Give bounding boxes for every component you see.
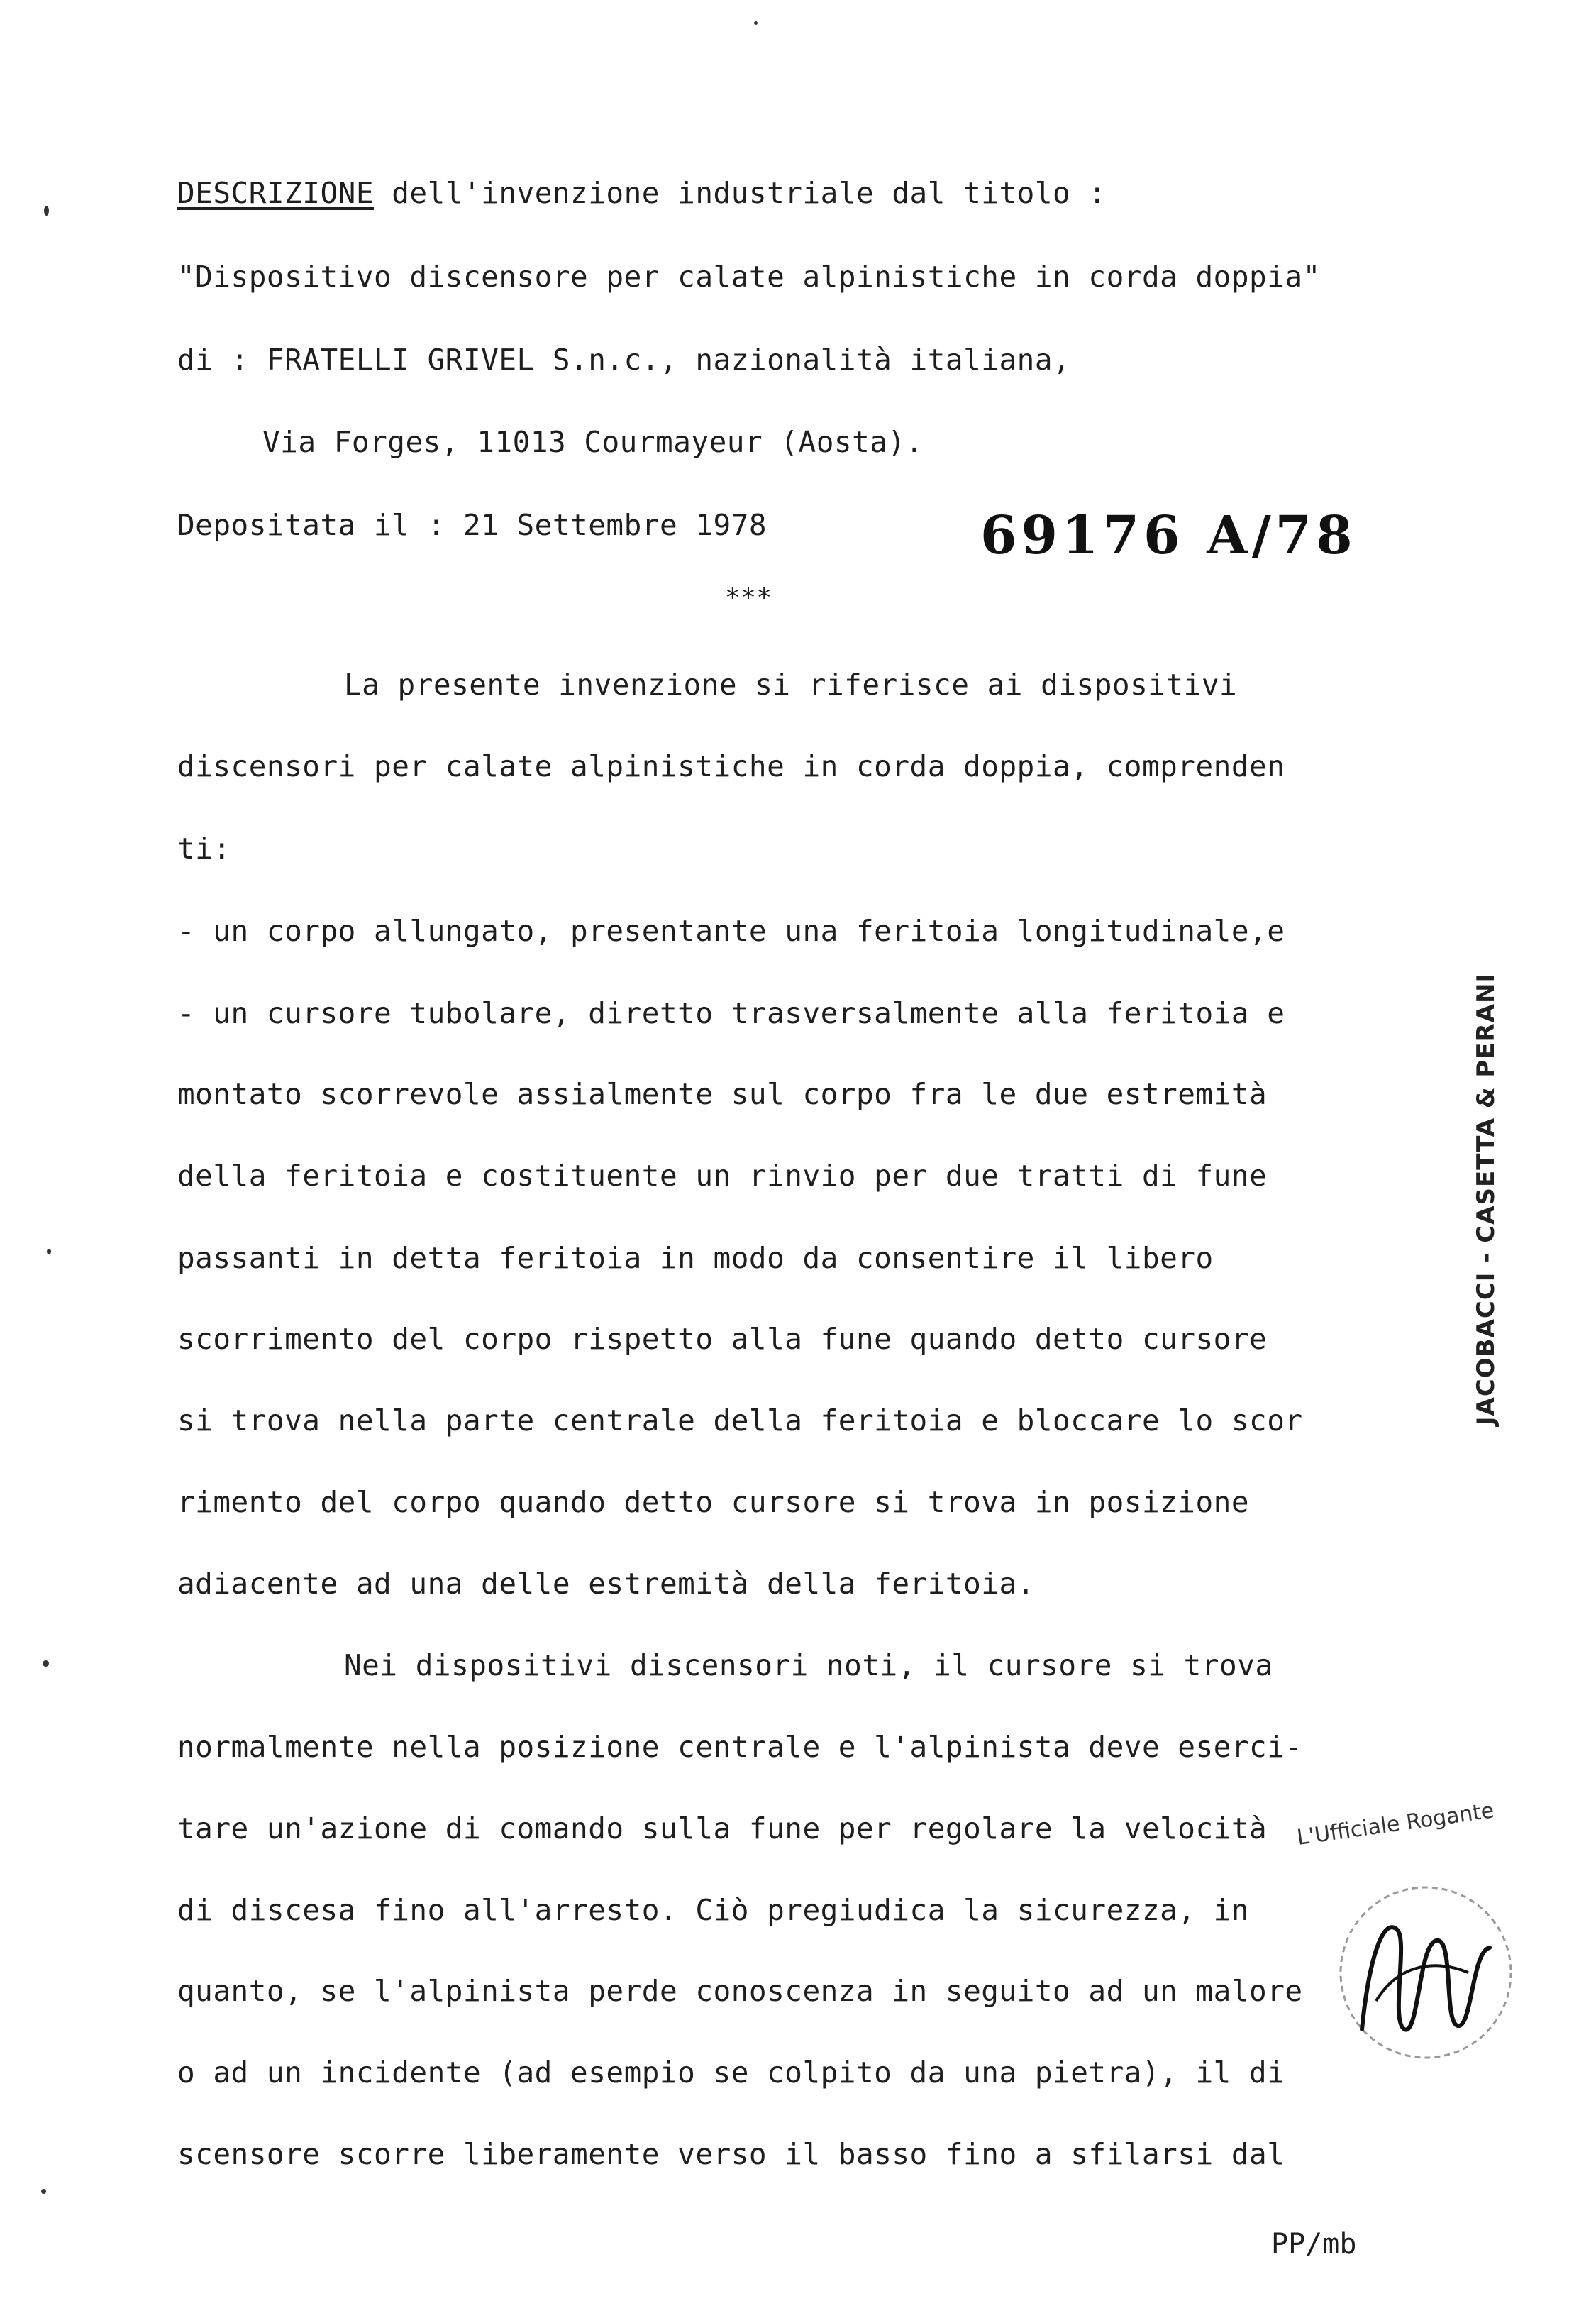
applicant-line: di : FRATELLI GRIVEL S.n.c., nazionalità italiana, bbox=[177, 343, 1071, 377]
body-line: scensore scorre liberamente verso il basso fino a sfilarsi dal bbox=[177, 2137, 1285, 2171]
address-line: Via Forges, 11013 Courmayeur (Aosta). bbox=[262, 425, 924, 459]
margin-mark bbox=[43, 1660, 49, 1667]
invention-title: "Dispositivo discensore per calate alpinistiche in corda doppia" bbox=[177, 260, 1321, 294]
body-line: quanto, se l'alpinista perde conoscenza in seguito ad un malore bbox=[177, 1974, 1303, 2008]
official-seal bbox=[1284, 1788, 1539, 2072]
description-heading bbox=[177, 175, 1107, 211]
body-line: o ad un incidente (ad esempio se colpito da una pietra), il di bbox=[177, 2056, 1285, 2090]
body-line: discensori per calate alpinistiche in corda doppia, comprenden bbox=[177, 749, 1285, 783]
body-line: Nei dispositivi discensori noti, il cursore si trova bbox=[344, 1648, 1273, 1682]
body-line: adiacente ad una delle estremità della feritoia. bbox=[177, 1567, 1035, 1601]
margin-mark bbox=[44, 206, 49, 216]
body-line: - un corpo allungato, presentante una feritoia longitudinale,e bbox=[177, 914, 1285, 948]
description-label: DESCRIZIONE bbox=[177, 176, 375, 210]
body-line: La presente invenzione si riferisce ai dispositivi bbox=[344, 668, 1238, 702]
description-heading-rest: dell'invenzione industriale dal titolo : bbox=[374, 176, 1107, 210]
separator: *** bbox=[725, 583, 772, 612]
footer-initials: PP/mb bbox=[1271, 2228, 1357, 2261]
margin-mark bbox=[754, 21, 758, 25]
seal-signature-icon bbox=[1284, 1788, 1539, 2072]
body-line: rimento del corpo quando detto cursore si trova in posizione bbox=[177, 1485, 1250, 1519]
body-line: scorrimento del corpo rispetto alla fune quando detto cursore bbox=[177, 1322, 1268, 1356]
body-line: montato scorrevole assialmente sul corpo fra le due estremità bbox=[177, 1077, 1268, 1111]
body-line: normalmente nella posizione centrale e l'alpinista deve eserci- bbox=[177, 1730, 1303, 1764]
margin-mark bbox=[41, 2189, 46, 2194]
body-line: della feritoia e costituente un rinvio per due tratti di fune bbox=[177, 1159, 1268, 1193]
body-line: di discesa fino all'arresto. Ciò pregiudica la sicurezza, in bbox=[177, 1893, 1250, 1927]
body-line: - un cursore tubolare, diretto trasversalmente alla feritoia e bbox=[177, 996, 1285, 1030]
attorney-stamp bbox=[1447, 972, 1525, 1426]
margin-mark bbox=[47, 1249, 51, 1254]
body-line: passanti in detta feritoia in modo da consentire il libero bbox=[177, 1241, 1214, 1275]
attorney-stamp-text: JACOBACCI - CASETTA & PERANI bbox=[1472, 972, 1500, 1426]
body-line: si trova nella parte centrale della feritoia e bloccare lo scor bbox=[177, 1403, 1303, 1438]
seal-caption: L'Ufficiale Rogante bbox=[1295, 1798, 1496, 1850]
deposit-date: Depositata il : 21 Settembre 1978 bbox=[177, 508, 767, 542]
application-number: 69176 A/78 bbox=[980, 505, 1357, 566]
body-line: ti: bbox=[177, 832, 231, 866]
body-line: tare un'azione di comando sulla fune per regolare la velocità bbox=[177, 1811, 1268, 1846]
